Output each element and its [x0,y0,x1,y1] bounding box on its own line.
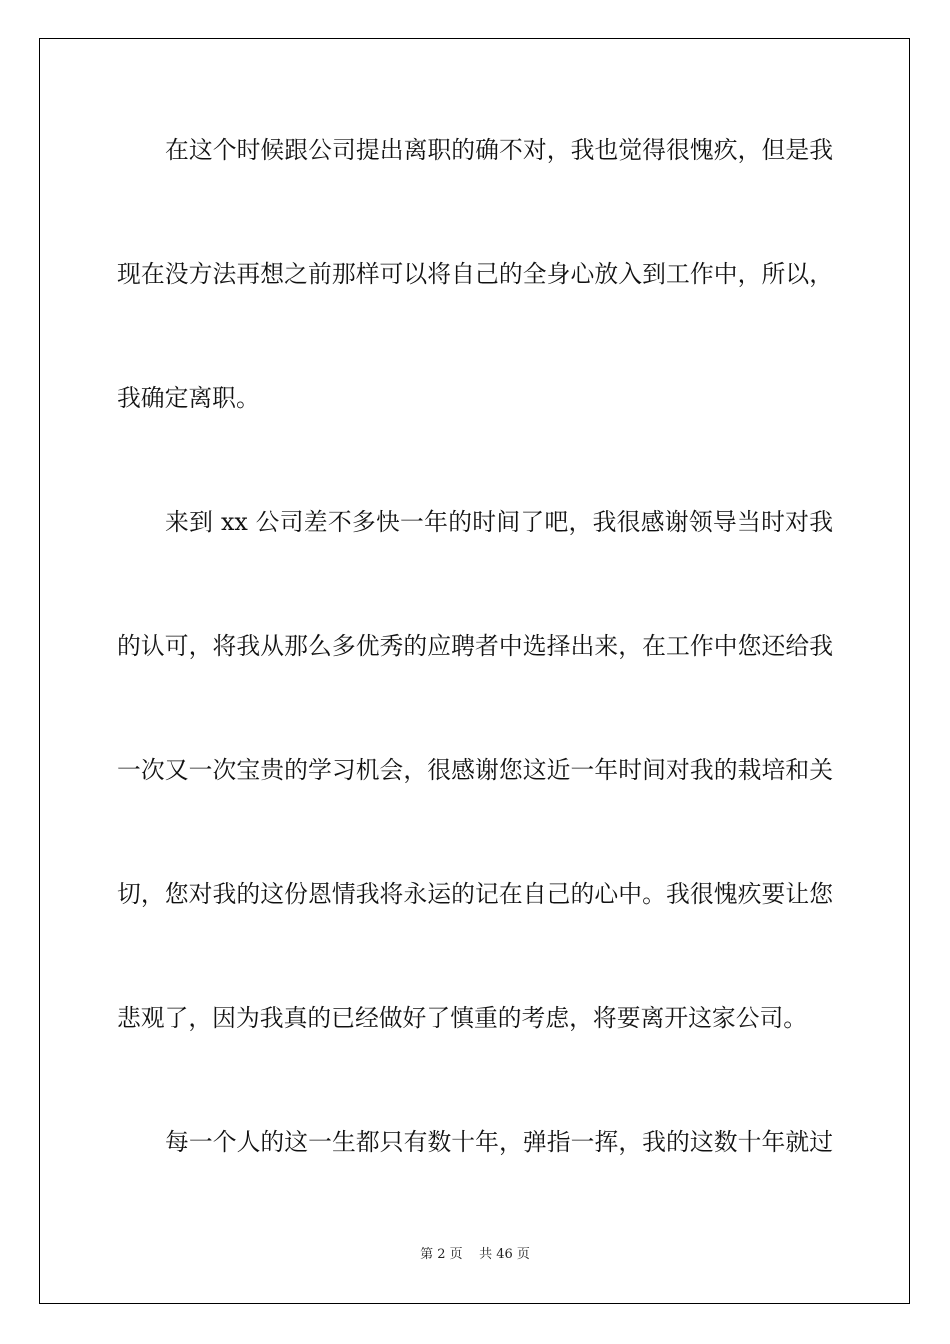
text-line: 一次又一次宝贵的学习机会，很感谢您这近一年时间对我的栽培和关 [117,756,833,784]
text-line: 切，您对我的这份恩情我将永运的记在自己的心中。我很愧疚要让您 [117,880,833,908]
page-number: 第 2 页 共 46 页 [420,1247,530,1262]
text-line: 的认可，将我从那么多优秀的应聘者中选择出来，在工作中您还给我 [117,632,833,660]
text-line: 来到 xx 公司差不多快一年的时间了吧，我很感谢领导当时对我 [165,508,833,536]
text-line: 我确定离职。 [117,384,260,412]
text-line: 现在没方法再想之前那样可以将自己的全身心放入到工作中，所以， [117,260,833,288]
page-frame [39,38,910,1304]
text-line: 每一个人的这一生都只有数十年，弹指一挥，我的这数十年就过 [165,1128,833,1156]
text-line: 在这个时候跟公司提出离职的确不对，我也觉得很愧疚，但是我 [165,136,833,164]
text-line: 悲观了，因为我真的已经做好了慎重的考虑，将要离开这家公司。 [117,1004,808,1032]
